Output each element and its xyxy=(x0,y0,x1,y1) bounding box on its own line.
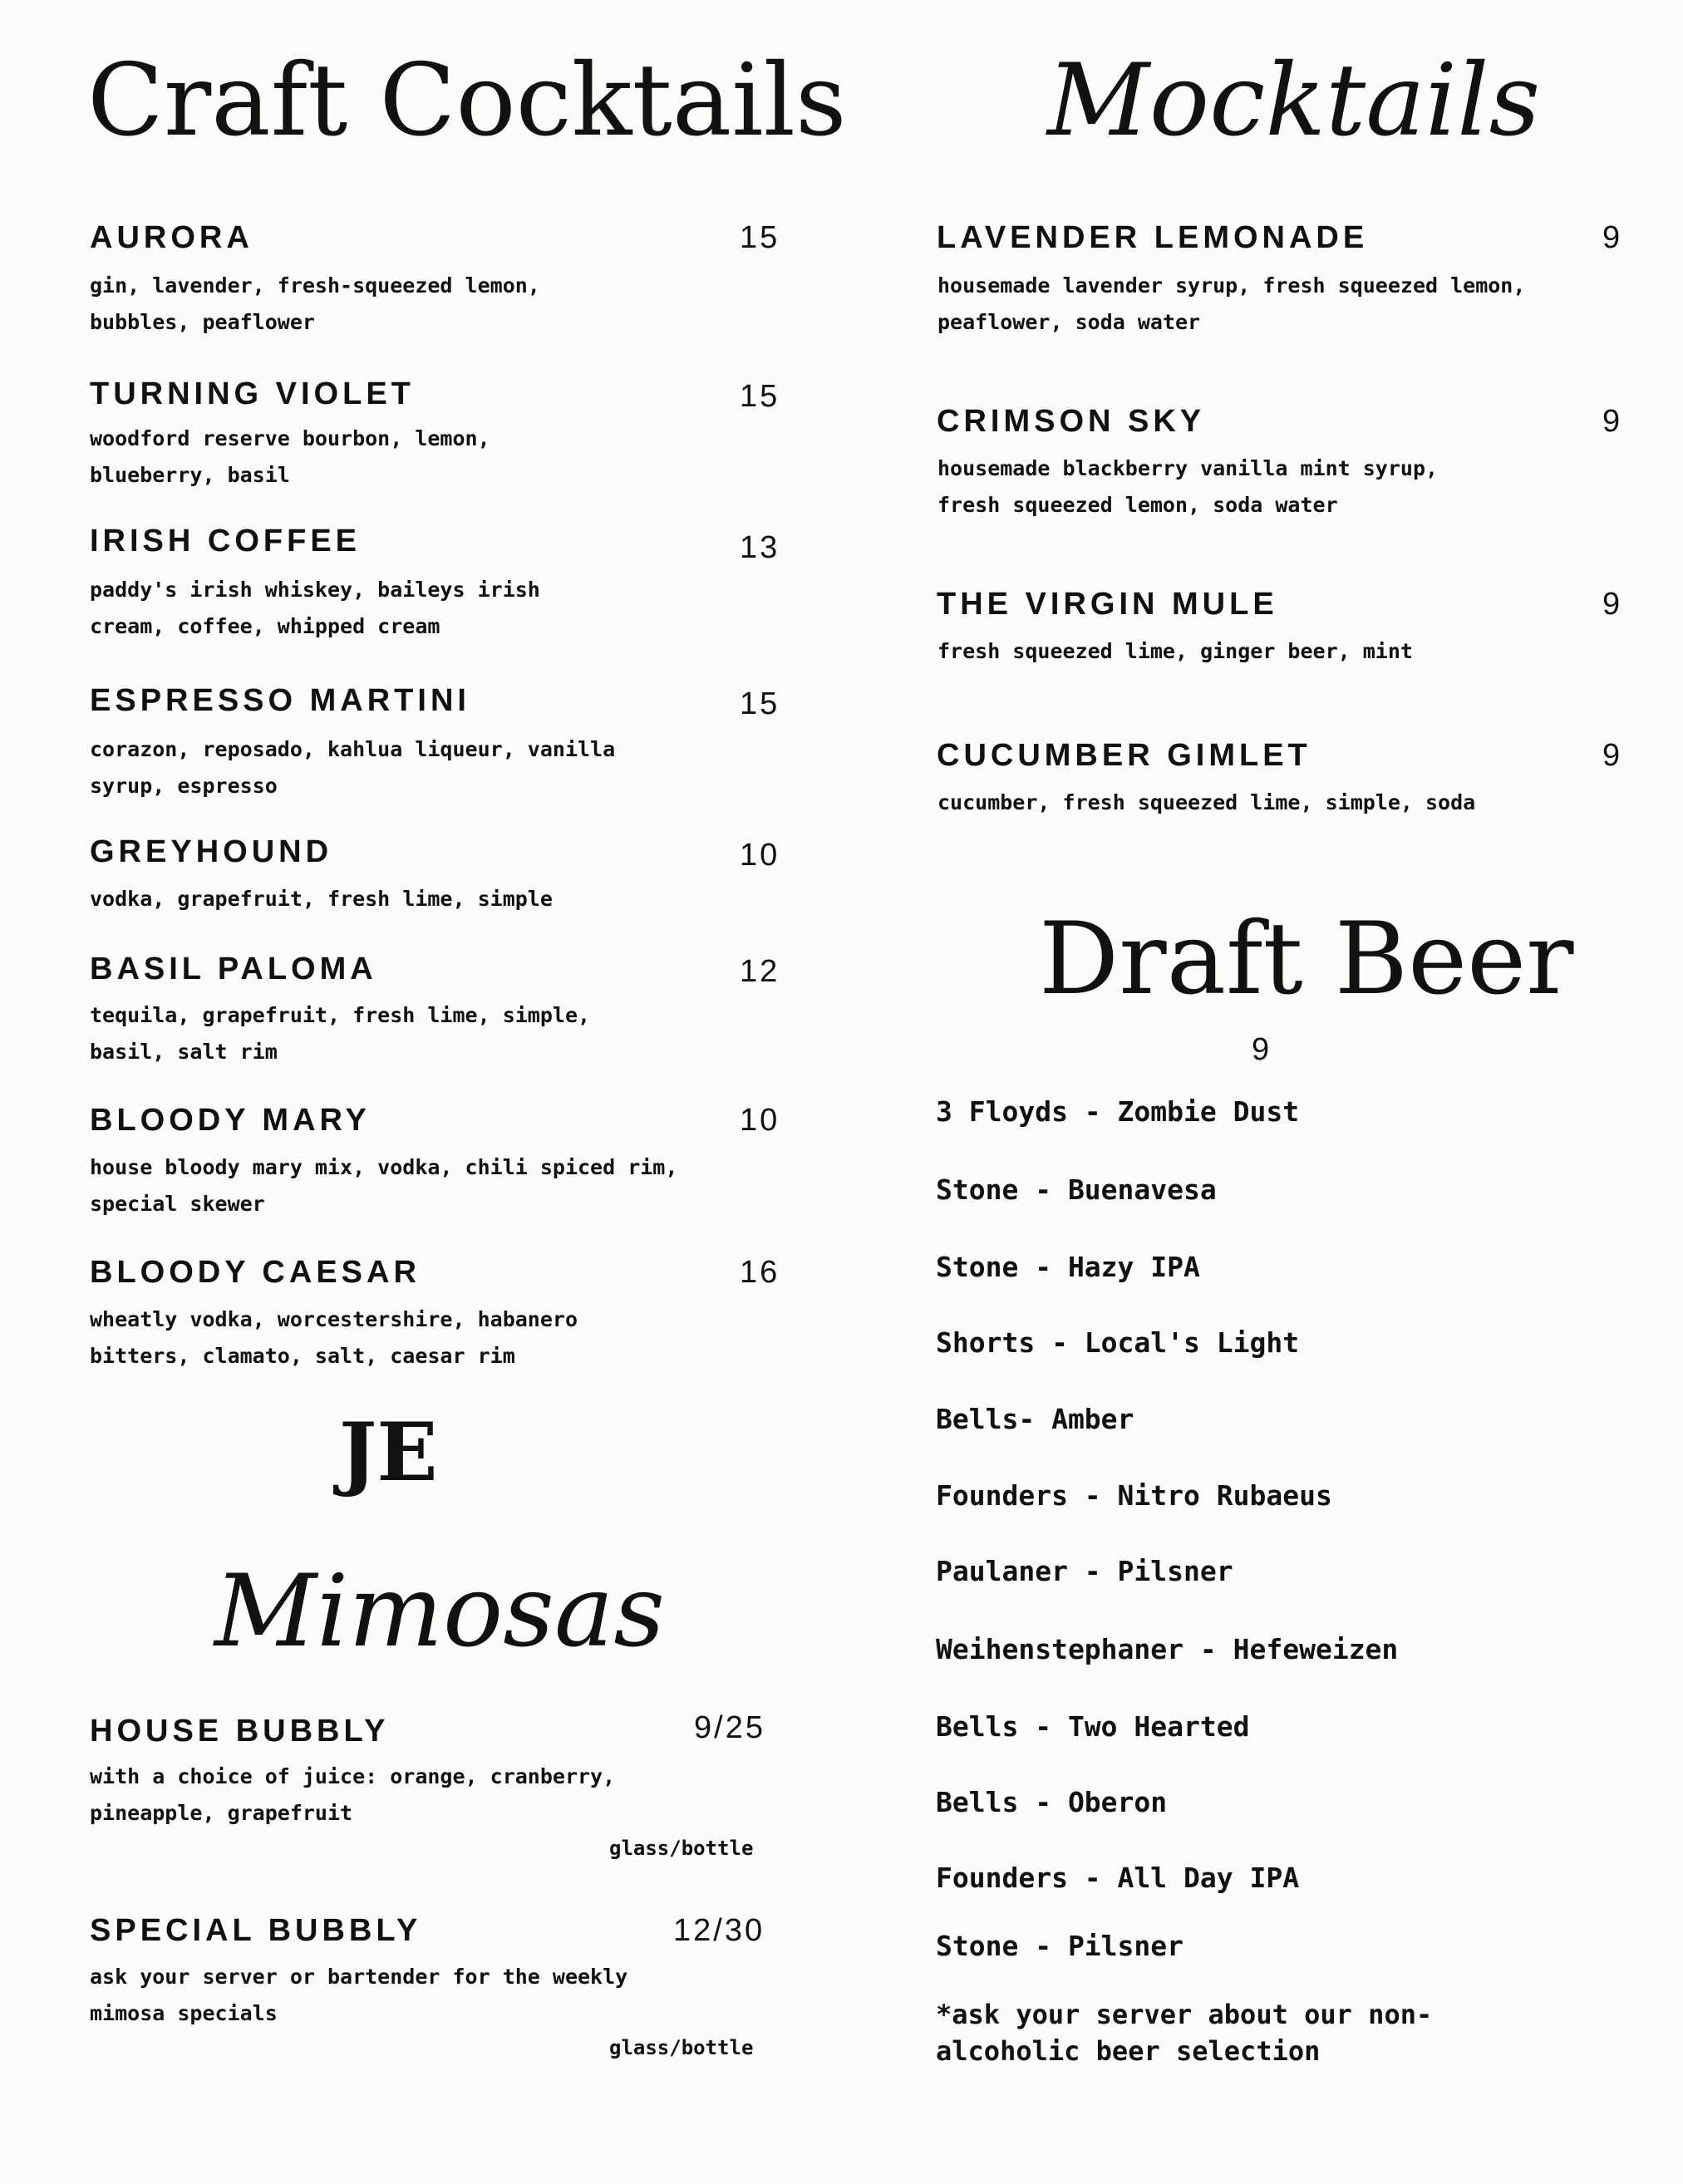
mocktail-description: cucumber, fresh squeezed lime, simple, soda xyxy=(937,790,1476,814)
cocktail-price: 16 xyxy=(740,1255,780,1290)
cocktail-price: 15 xyxy=(740,379,780,414)
beer-item: Weihenstephaner - Hefeweizen xyxy=(936,1633,1399,1665)
craft-cocktails-title: Craft Cocktails xyxy=(87,43,847,159)
cocktail-price: 13 xyxy=(740,530,780,565)
draft-beer-price: 9 xyxy=(1252,1032,1272,1067)
cocktail-price: 15 xyxy=(740,686,780,721)
mimosa-price: 9/25 xyxy=(694,1710,765,1745)
cocktail-price: 15 xyxy=(740,220,780,255)
mimosa-price: 12/30 xyxy=(673,1913,765,1948)
cocktail-description: vodka, grapefruit, fresh lime, simple xyxy=(90,887,553,911)
beer-item: Bells- Amber xyxy=(936,1403,1134,1435)
mocktail-price: 9 xyxy=(1602,587,1623,622)
beer-item: Founders - Nitro Rubaeus xyxy=(936,1479,1332,1512)
mimosas-title: Mimosas xyxy=(214,1554,665,1670)
mocktails-title: Mocktails xyxy=(1047,43,1541,159)
non-alcoholic-beer-note: *ask your server about our non-alcoholic beer selection xyxy=(936,1999,1433,2067)
mocktail-price: 9 xyxy=(1602,738,1623,773)
cocktail-description: woodford reserve bourbon, lemon, blueberry, basil xyxy=(90,426,490,487)
beer-item: Bells - Oberon xyxy=(936,1786,1168,1818)
mocktail-description: housemade lavender syrup, fresh squeezed lemon, peaflower, soda water xyxy=(937,273,1526,334)
mocktail-name: CRIMSON SKY xyxy=(937,404,1206,439)
cocktail-description: house bloody mary mix, vodka, chili spiced rim, special skewer xyxy=(90,1155,678,1216)
cocktail-description: corazon, reposado, kahlua liqueur, vanilla syrup, espresso xyxy=(90,737,616,798)
cocktail-name: GREYHOUND xyxy=(90,834,333,869)
cocktail-name: ESPRESSO MARTINI xyxy=(90,683,470,718)
beer-item: Stone - Buenavesa xyxy=(936,1173,1217,1206)
mocktail-name: LAVENDER LEMONADE xyxy=(937,220,1369,255)
mocktail-name: THE VIRGIN MULE xyxy=(937,587,1278,622)
cocktail-description: tequila, grapefruit, fresh lime, simple, basil, salt rim xyxy=(90,1003,591,1064)
monogram-logo: JE xyxy=(339,1405,438,1499)
beer-item: Founders - All Day IPA xyxy=(936,1862,1300,1894)
mimosa-description: with a choice of juice: orange, cranberry, pineapple, grapefruit xyxy=(90,1764,616,1825)
mimosa-description: ask your server or bartender for the weekly mimosa specials xyxy=(90,1965,628,2025)
mimosa-name: HOUSE BUBBLY xyxy=(90,1714,390,1749)
cocktail-description: gin, lavender, fresh-squeezed lemon, bubbles, peaflower xyxy=(90,273,540,334)
beer-item: Shorts - Local's Light xyxy=(936,1326,1300,1359)
cocktail-price: 12 xyxy=(740,954,780,989)
draft-beer-title: Draft Beer xyxy=(1039,902,1574,1017)
mocktail-name: CUCUMBER GIMLET xyxy=(937,738,1311,773)
cocktail-price: 10 xyxy=(740,838,780,873)
cocktail-description: paddy's irish whiskey, baileys irish cream, coffee, whipped cream xyxy=(90,578,540,638)
beer-item: Bells - Two Hearted xyxy=(936,1710,1250,1743)
cocktail-name: BLOODY MARY xyxy=(90,1103,371,1138)
cocktail-price: 10 xyxy=(740,1103,780,1138)
beer-item: Paulaner - Pilsner xyxy=(936,1555,1233,1587)
mimosa-serving-note: glass/bottle xyxy=(609,2036,754,2059)
cocktail-name: TURNING VIOLET xyxy=(90,376,415,411)
beer-item: Stone - Hazy IPA xyxy=(936,1251,1200,1283)
beer-item: Stone - Pilsner xyxy=(936,1930,1184,1962)
cocktail-name: AURORA xyxy=(90,220,253,255)
mimosa-serving-note: glass/bottle xyxy=(609,1837,754,1860)
mocktail-description: housemade blackberry vanilla mint syrup, fresh squeezed lemon, soda water xyxy=(937,456,1439,517)
mimosa-name: SPECIAL BUBBLY xyxy=(90,1913,422,1948)
mocktail-description: fresh squeezed lime, ginger beer, mint xyxy=(937,639,1413,663)
cocktail-name: IRISH COFFEE xyxy=(90,524,362,558)
cocktail-name: BLOODY CAESAR xyxy=(90,1255,421,1290)
beer-item: 3 Floyds - Zombie Dust xyxy=(936,1095,1300,1128)
mocktail-price: 9 xyxy=(1602,220,1623,255)
cocktail-name: BASIL PALOMA xyxy=(90,952,377,986)
mocktail-price: 9 xyxy=(1602,404,1623,439)
cocktail-description: wheatly vodka, worcestershire, habanero bitters, clamato, salt, caesar rim xyxy=(90,1307,578,1368)
